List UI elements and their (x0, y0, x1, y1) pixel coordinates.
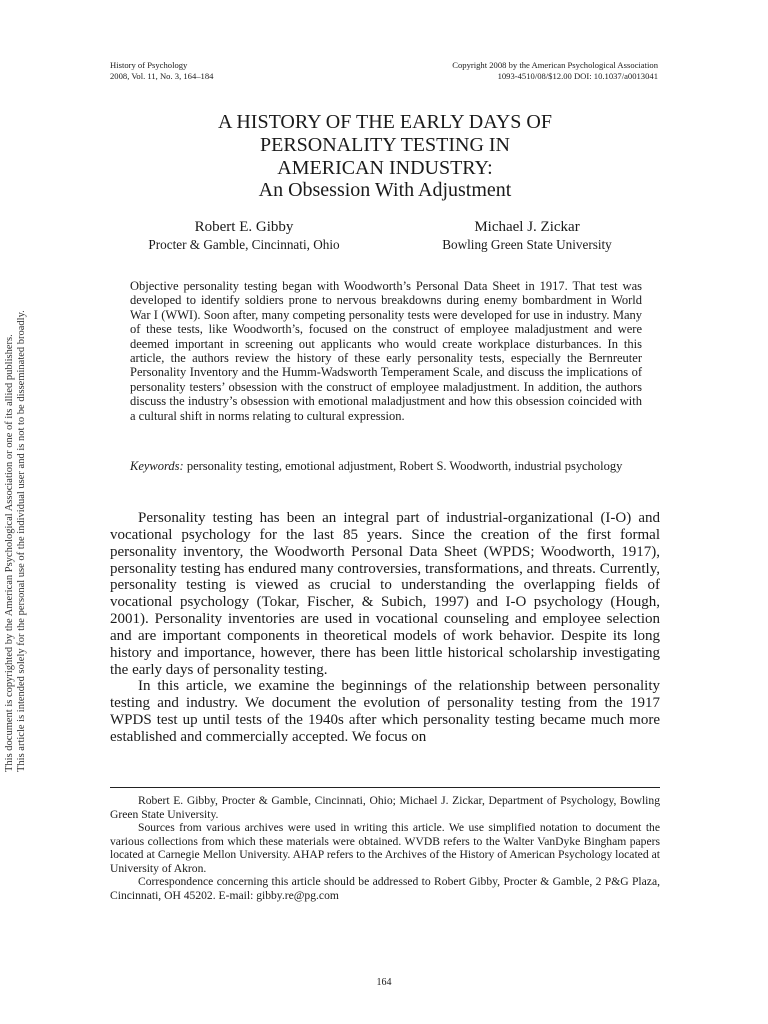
keywords (130, 459, 642, 473)
author-1 (118, 219, 370, 253)
footnote-divider (110, 787, 660, 788)
journal-info (110, 60, 213, 81)
author-affiliation: Procter & Gamble, Cincinnati, Ohio (148, 237, 340, 252)
article-title (110, 111, 660, 202)
copyright-line: Copyright 2008 by the American Psychological Association (452, 60, 658, 70)
footnote-affiliations: Robert E. Gibby, Procter & Gamble, Cincinnati, Ohio; Michael J. Zickar, Department of Psychology, Bowling Green State University. (110, 794, 660, 821)
doi-line: 1093-4510/08/$12.00 DOI: 10.1037/a0013041 (497, 70, 658, 81)
journal-name: History of Psychology (110, 60, 188, 70)
footnote-sources: Sources from various archives were used in writing this article. We use simplified notation to document the various collections from which these materials were obtained. WVDB refers to the Walter VanDyke Bingham papers located at Carnegie Mellon University. AHAP refers to the Archives of the History of American Psychology located at University of Akron. (110, 821, 660, 875)
article-subtitle: An Obsession With Adjustment (258, 179, 512, 202)
abstract: Objective personality testing began with Woodworth’s Personal Data Sheet in 1917. That test was developed to identify soldiers prone to nervous breakdowns during enemy bombardment in World War I (WWI). Soon after, many competing personality tests were developed for use in industry. Many of these tests, like Woodworth’s, focused on the construct of employee maladjustment and were deemed important in screening out applicants who would create workplace disturbances. In this article, the authors review the history of these early personality tests, especially the Bernreuter Personality Inventory and the Humm-Wadsworth Temperament Scale, and discuss the implications of personality testers’ obsession with the construct of employee maladjustment. In addition, the authors discuss the industry’s obsession with emotional maladjustment and how this obsession coincided with a cultural shift in norms relating to cultural expression. (130, 279, 642, 423)
footnote-correspondence: Correspondence concerning this article should be addressed to Robert Gibby, Procter & Gamble, 2 P&G Plaza, Cincinnati, OH 45202. E-mail: gibby.re@pg.com (110, 875, 660, 902)
footnotes (110, 794, 660, 902)
body-paragraph-1: Personality testing has been an integral part of industrial-organizational (I-O) and vocational psychology for the last 85 years. Since the creation of the first formal personality inventory, the Woodworth Personal Data Sheet (WPDS; Woodworth, 1917), personality testing has endured many controversies, transformations, and threats. Currently, personality testing is viewed as crucial to understanding the overlapping fields of vocational psychology (Tokar, Fischer, & Subich, 1997) and I-O psychology (Hough, 2001). Personality inventories are used in vocational counseling and employee selection and are important components in theoretical models of work behavior. Despite its long history and importance, however, there has been little historical scholarship investigating the early days of personality testing. (110, 510, 660, 678)
copyright-side-notice (4, 252, 28, 772)
author-2 (416, 219, 638, 253)
body-text (110, 510, 660, 746)
author-name: Michael J. Zickar (474, 219, 580, 235)
title-line-2: PERSONALITY TESTING IN (260, 133, 510, 156)
page-number: 164 (376, 977, 392, 988)
side-notice-line-2: This article is intended solely for the personal use of the individual user and is not to be disseminated broadly. (16, 310, 27, 772)
journal-volume: 2008, Vol. 11, No. 3, 164–184 (110, 70, 214, 81)
keywords-label: Keywords: (130, 459, 184, 473)
body-paragraph-2: In this article, we examine the beginnings of the relationship between personality testing and industry. We document the evolution of personality testing from the 1917 WPDS test up until tests of the 1940s after which personality testing became much more established and commercially accepted. We focus on (110, 678, 660, 745)
title-line-1: A HISTORY OF THE EARLY DAYS OF (218, 111, 552, 133)
author-affiliation: Bowling Green State University (442, 237, 612, 252)
side-notice-line-1: This document is copyrighted by the American Psychological Association or one of its allied publishers. (4, 334, 15, 772)
copyright-info (452, 60, 658, 81)
keywords-text: personality testing, emotional adjustment, Robert S. Woodworth, industrial psychology (186, 459, 623, 473)
author-name: Robert E. Gibby (194, 219, 294, 235)
title-line-3: AMERICAN INDUSTRY: (277, 156, 493, 179)
